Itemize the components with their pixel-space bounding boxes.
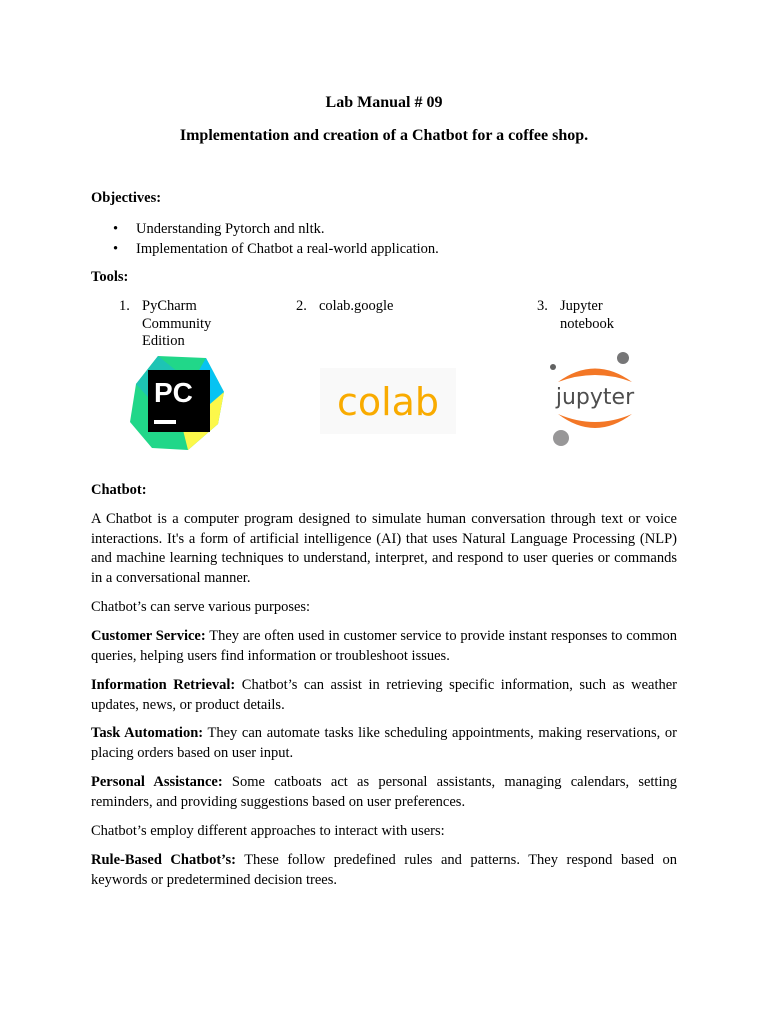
purpose-term: Information Retrieval: xyxy=(91,677,236,693)
purpose-paragraph xyxy=(91,773,677,812)
approach-text: These follow predefined rules and patterns. They respond based on keywords or predetermined decision trees. xyxy=(91,852,677,888)
purpose-paragraph xyxy=(91,676,677,715)
objective-item: • Understanding Pytorch and nltk. xyxy=(113,219,439,239)
tools-heading: Tools: xyxy=(91,269,129,285)
approach-paragraph xyxy=(91,851,677,890)
jupyter-logo-text: jupyter xyxy=(555,385,635,410)
tool-label: Jupyter notebook xyxy=(560,298,614,332)
lab-subtitle: Implementation and creation of a Chatbot for a coffee shop. xyxy=(179,127,589,144)
tool-number: 1. xyxy=(119,298,130,314)
tool-label-line: Community xyxy=(142,315,212,332)
purpose-paragraph xyxy=(91,627,677,666)
colab-logo xyxy=(320,368,456,434)
approach-term: Rule-Based Chatbot’s: xyxy=(91,852,236,868)
pycharm-logo xyxy=(128,352,228,452)
approaches-intro: Chatbot’s employ different approaches to interact with users: xyxy=(91,823,445,839)
tool-label-line: Edition xyxy=(142,333,185,349)
purpose-text: They are often used in customer service to provide instant responses to common queries, helping users find information or troubleshoot issues. xyxy=(91,628,677,664)
purpose-text: Chatbot’s can assist in retrieving specific information, such as weather updates, news, or product details. xyxy=(91,677,678,713)
objectives-list xyxy=(113,219,439,259)
tool-label-line: PyCharm xyxy=(142,298,197,314)
objective-item: • Implementation of Chatbot a real-world application. xyxy=(113,239,439,259)
purpose-term: Task Automation: xyxy=(91,725,204,741)
purpose-text: They can automate tasks like scheduling appointments, making reservations, or placing orders based on user input. xyxy=(91,725,677,761)
lab-title: Lab Manual # 09 xyxy=(325,94,443,111)
purpose-text: Some catboats act as personal assistants, managing calendars, setting reminders, and providing suggestions based on user preferences. xyxy=(91,774,677,810)
purpose-term: Personal Assistance: xyxy=(91,774,223,790)
chatbot-intro: A Chatbot is a computer program designed to simulate human conversation through text or voice interactions. It's a form of artificial intelligence (AI) that uses Natural Language Processing (NLP) and machine learning techniques to understand, interpret, and respond to user queries or commands in a conversational manner. xyxy=(91,511,677,586)
chatbot-heading: Chatbot: xyxy=(91,482,147,498)
tool-number: 2. xyxy=(296,298,307,314)
purpose-paragraph xyxy=(91,724,677,763)
objectives-heading: Objectives: xyxy=(91,190,162,206)
tool-label xyxy=(142,298,211,351)
colab-logo-text: colab xyxy=(336,380,440,424)
tool-number: 3. xyxy=(537,298,548,314)
tool-label: colab.google xyxy=(319,298,394,314)
jupyter-logo xyxy=(540,350,644,448)
purpose-term: Customer Service: xyxy=(91,628,206,644)
purposes-intro: Chatbot’s can serve various purposes: xyxy=(91,599,311,615)
pycharm-logo-text: PC xyxy=(154,377,193,408)
